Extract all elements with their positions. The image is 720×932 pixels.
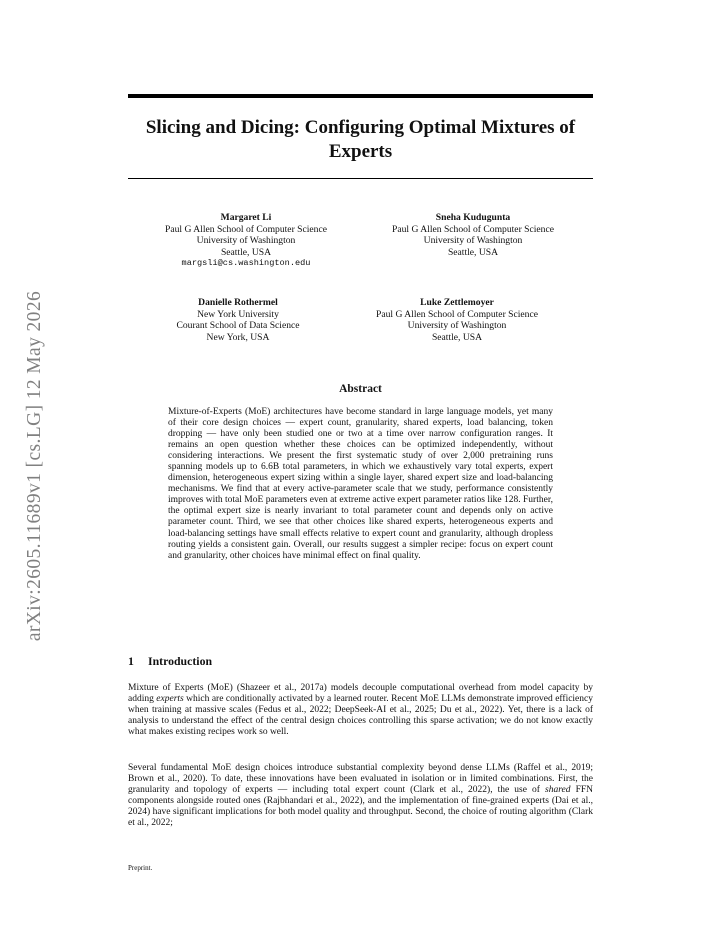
title-top-rule [128,94,593,98]
author-name: Luke Zettlemoyer [420,297,494,308]
abstract-text: Mixture-of-Experts (MoE) architectures have become standard in large language models, yet many of their core design choices — expert count, granularity, shared experts, load balancing, token dropping — have only been studied one or two at a time over narrow configuration ranges. It remains an open question whether these choices can be optimized independently, without considering interactions. We present the first systematic study of over 2,000 pretraining runs spanning models up to 6.6B total parameters, in which we exhaustively vary total experts, expert dimension, heterogeneous expert sizing within a single layer, shared expert size and load-balancing mechanisms. We find that at every active-parameter scale that we study, performance consistently improves with total MoE parameters even at extreme active expert parameter ratios like 128. Further, the optimal expert size is nearly invariant to total parameter count and depends only on active parameter count. Third, we see that other choices like shared experts, heterogeneous experts and load-balancing settings have small effects relative to expert count and granularity, although dropless routing yields a consistent gain. Overall, our results suggest a simpler recipe: focus on expert count and granularity, other choices have minimal effect on final quality. [168,407,553,561]
author-location: Seattle, USA [431,331,483,343]
author-name: Sneha Kudugunta [435,212,511,223]
emphasis-shared: shared [545,785,571,796]
author-block-1 [131,212,361,270]
emphasis-experts: experts [156,694,184,705]
intro-paragraph-1: Mixture of Experts (MoE) (Shazeer et al., 2017a) models decouple computational overhead from model capacity by adding experts which are conditionally activated by a learned router. Recent MoE LLMs demonstrate improved efficiency when training at massive scales (Fedus et al., 2022; DeepSeek-AI et al., 2025; Du et al., 2022). Yet, there is a lack of analysis to understand the effect of the central design choices controlling this sparse activation; we do not know exactly what makes existing recipes work so well. [128,683,593,738]
preprint-footer: Preprint. [128,864,153,872]
author-block-3 [123,297,353,343]
title-bottom-rule [128,178,593,179]
author-location: Seattle, USA [220,246,272,258]
author-affiliation: Paul G Allen School of Computer Science [375,308,538,320]
author-block-4 [342,297,572,343]
author-name: Margaret Li [220,212,272,223]
author-affiliation: University of Washington [423,235,523,246]
author-affiliation: University of Washington [407,320,507,331]
abstract-heading: Abstract [339,383,382,395]
author-affiliation: Paul G Allen School of Computer Science [391,223,554,235]
section-number: 1 [128,654,134,668]
author-affiliation: Courant School of Data Science [176,320,300,331]
author-name: Danielle Rothermel [198,297,278,308]
author-affiliation: Paul G Allen School of Computer Science [164,223,327,235]
author-affiliation: New York University [197,308,279,320]
arxiv-identifier-text: arXiv:2605.11689v1 [cs.LG] 12 May 2026 [24,290,46,642]
arxiv-identifier-stamp [20,256,50,676]
author-location: New York, USA [206,331,270,343]
author-block-2 [358,212,588,258]
intro-paragraph-2: Several fundamental MoE design choices introduce substantial complexity beyond dense LLMs (Raffel et al., 2019; Brown et al., 2020). To date, these innovations have been evaluated in isolation or in limited combinations. First, the granularity and topology of experts — including total expert count (Clark et al., 2022), the use of shared FFN components alongside routed ones (Rajbhandari et al., 2022), and the implementation of fine-grained experts (Dai et al., 2024) have significant implications for both model quality and throughput. Second, the choice of routing algorithm (Clark et al., 2022; [128,763,593,829]
paper-title: Slicing and Dicing: Configuring Optimal Mixtures of Experts [145,117,576,162]
author-affiliation: University of Washington [196,235,296,246]
author-email: margsli@cs.washington.edu [181,258,311,268]
section-heading [128,654,212,669]
author-location: Seattle, USA [447,246,499,258]
section-title: Introduction [148,654,213,668]
